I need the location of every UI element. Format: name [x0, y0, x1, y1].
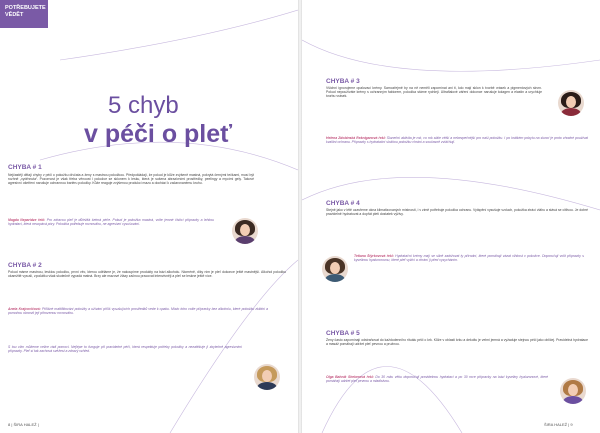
footer-left: 8 | ŠIRA HALEŽ |	[8, 422, 39, 427]
right-page	[302, 0, 600, 433]
chyba2-quote-name: Aneta Krajcovičová:	[8, 307, 41, 311]
chyba1-quote-name: Magda Neparidze řekl:	[8, 218, 46, 222]
chyba1-quote	[8, 218, 214, 250]
chyba1-body: Nejčastěji dělají chyby v péči o pokožku dívčata a ženy s mastnou pokožkou. Předpokládají, že pokud je kůže zvýšeně mastná, pokrytá černými tečkami, musí být rozhně „vydrhnuta“. Pozornost je však třeba věnovat i pokožce se sklonem k lesku, která je sušena abrazivními prostředky, peelingy a mycími gely. Takové agresivní ošetření narušuje ochrannou bariéru pokožky. Kůže reaguje zvýšenou produkcí mazu a dochází k začarovanému kruhu.	[8, 173, 254, 186]
page-title-line1: 5 chyb	[108, 92, 179, 119]
chyba4-heading: CHYBA # 4	[326, 200, 360, 207]
chyba1-quote-text: Pro zdravou pleť je důležitá šetrná péče. Pokud je pokožka mastná, volte jemné čisticí přípravky a lehkou hydrataci, která neucpává póry. Pokožka potřebuje rovnováhu, ne agresivní vysušování.	[8, 218, 214, 227]
chyba5-quote-name: Olga Bahník Shekerová řekl:	[326, 375, 374, 379]
chyba4-quote-name: Tetiana Štýrkovová řekl:	[354, 254, 394, 258]
chyba4-quote	[354, 254, 584, 314]
page-title-line2: v péči o pleť	[84, 120, 233, 148]
expert-portrait-3	[558, 90, 584, 116]
chyba3-quote	[326, 136, 588, 194]
chyba4-body: Stejně jako v létě uzavřeme okna klimatizovaných místností, i v zimě potřebuje pokožka ochranu. Vytápění vysušuje vzduch, pokožka ztrácí vláhu a stává se citlivou. Je dobré pravidelně hydratovat a dopřát pleti dostatek výživy.	[326, 208, 588, 217]
chyba2-body: Pokud máme mastnou, lesklou pokožku, první věc, kterou uděláme je, že nakoupíme produkty na bázi alkoholu. Nicméně, díky nim je pleť dokonce ještě mastnější. Alkohol pokožku okamžitě vysuší, zpočátku však skutečně vypadá matná. Brzy ale mazové žlázy začnou pracovat intenzivněji a pleť se leskne ještě více.	[8, 270, 286, 279]
chyba5-body: Ženy často zapomínají odstraňovat do každodenního rituálu péči o krk. Kůže v oblasti krku a dekoltu je velmi jemná a vyžaduje stejnou péči jako obličej. Pravidelná hydratace a masáž pomáhají udržet pleť pevnou a pružnou.	[326, 338, 588, 347]
chyba3-quote-name: Helena Zdobinská Rekniganová řekl:	[326, 136, 386, 140]
chyba2-note: S tou vlím můžeme velice rádi pomoci. Nejlépe to funguje při pravidelné péči, která respektuje potřeby pokožky a nezatěžuje ji zbytečně agresivními přípravky. Pleť si tak zachová svěžest a zdravý vzhled.	[8, 345, 242, 354]
expert-portrait-1	[232, 218, 258, 244]
chyba3-heading: CHYBA # 3	[326, 78, 360, 85]
expert-portrait-2	[254, 364, 280, 390]
section-tag: POTŘEBUJETE VĚDĚT	[0, 0, 48, 28]
expert-portrait-4	[322, 256, 348, 282]
chyba2-quote-text: Přílišné mattifikování pokožky a užívání příliš vysušujících prostředků vede k opaku. Místo toho volte přípravky bez alkoholu, které pokožku zklidní a pomohou obnovit její přirozenou rovnováhu.	[8, 307, 268, 316]
chyba5-quote-text: Do 30 roku věku doporučuji pravidelnou hydrataci a po 30 roce přípravky na bázi kyseliny hyaluronové, které pomáhají udržet pleť pevnou a mladistvou.	[326, 375, 548, 384]
chyba2-heading: CHYBA # 2	[8, 262, 42, 269]
chyba3-body: Všichni ignorujeme opalovací krémy. Samozřejmě by na ně neměli zapomínat ani ti, kdo mají sklon k tvorbě vrásek a pigmentových skvrn. Pokud nepoužíváte krémy s ochranným faktorem, pokožka stárne rychleji. Ultrafialové záření dokonce narušuje kolagen a elastin a urychluje tvorbu vrásek.	[326, 86, 542, 99]
chyba3-quote-text: Sluneční aktivita je rok, co rok stále větší a nebezpečnější pro naši pokožku. I po krátkém pobytu na slunci je proto vhodné používat kvalitní ochranu. Přípravky s hydratační složkou pokožku chrání a současně zvláčňují.	[326, 136, 588, 145]
chyba4-quote-text: Hydratační krémy mají se silně zadržovat ty přírodní, které pomáhají vázat vlhkost v pokožce. Doporučuji volit přípravky s kyselinou hyaluronovou, které pleť vyživí a chrání ji před vysycháním.	[354, 254, 584, 263]
left-page	[0, 0, 298, 433]
chyba1-heading: CHYBA # 1	[8, 164, 42, 171]
chyba5-heading: CHYBA # 5	[326, 330, 360, 337]
chyba5-quote	[326, 375, 548, 413]
chyba2-quote	[8, 307, 268, 341]
expert-portrait-5	[560, 378, 586, 404]
footer-right: ŠIRA HALEŽ | 9	[544, 422, 573, 427]
